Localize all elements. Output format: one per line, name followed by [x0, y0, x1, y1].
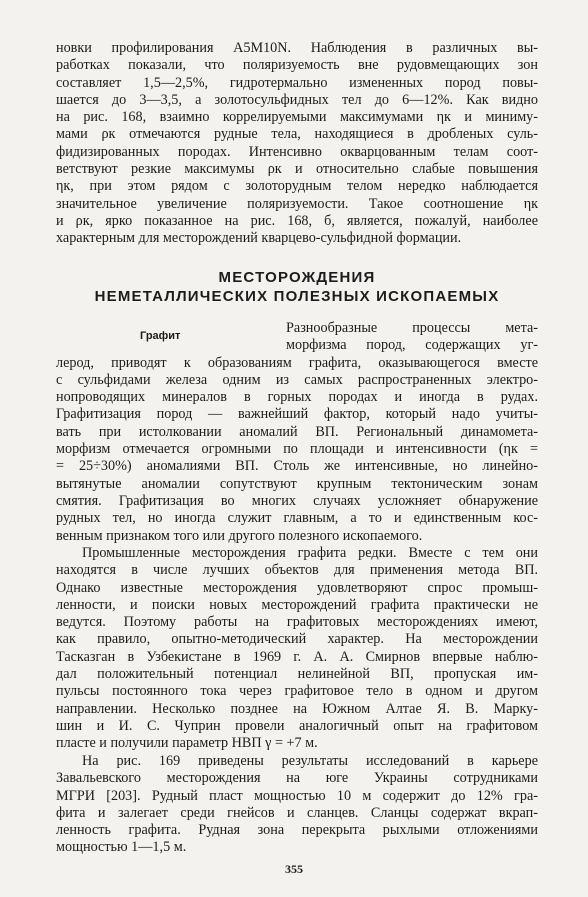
- text-line: На рис. 169 приведены результаты исследований в карьере: [82, 753, 538, 769]
- text-line: работках показали, что поляризуемость вне рудовмещающих зон: [56, 57, 538, 74]
- paragraph-text: [56, 545, 538, 753]
- text-line: вать при истолковании аномалий ВП. Региональный динамомета-: [56, 423, 538, 440]
- text-line: ведутся. Поэтому работы на графитовых месторождениях имеют,: [56, 614, 538, 631]
- paragraph-graphite-deposits: [56, 545, 538, 753]
- text-line: шается до 3—3,5, а золотосульфидных тел до 6—12%. Как видно: [56, 91, 538, 108]
- text-line: пульсы постоянного тока через графитовое тело в одном и другом: [56, 683, 538, 700]
- text-line: фидизированных породах. Интенсивно окварцованным телам соот-: [56, 143, 538, 160]
- text-line: составляет 1,5—2,5%, гидротермально измененных пород повы-: [56, 74, 538, 91]
- paragraph-ip-mineralization: [56, 40, 538, 248]
- text-line: Графитизация пород — важнейший фактор, который надо учиты-: [56, 406, 538, 423]
- text-line: шин и И. С. Чуприн провели аналогичный опыт на графитовом: [56, 717, 538, 734]
- text-line: Разнообразные процессы мета-: [286, 320, 538, 336]
- text-line: с сульфидами железа одним из самых распространенных электро-: [56, 371, 538, 388]
- paragraph-graphite-intro: [56, 355, 538, 545]
- text-line: лерод, приводят к образованиям графита, оказывающегося вместе: [56, 354, 538, 371]
- text-line: вытянутые аномалии сопутствуют крупным тектоническим зонам: [56, 475, 538, 492]
- text-line: морфизм отмечается огромными по площади и интенсивности (ηк =: [56, 441, 538, 458]
- text-line: характерным для месторождений кварцево-сульфидной формации.: [56, 230, 462, 247]
- paragraph-text: [56, 355, 538, 545]
- text-line: Промышленные месторождения графита редки. Вместе с тем они: [82, 545, 538, 561]
- text-line: венным признаком того или другого полезного ископаемого.: [56, 527, 423, 544]
- text-line: смятия. Графитизация во многих случаях усложняет обнаружение: [56, 492, 538, 509]
- section-heading-line: НЕМЕТАЛЛИЧЕСКИХ ПОЛЕЗНЫХ ИСКОПАЕМЫХ: [94, 288, 500, 305]
- page-number: 355: [285, 862, 303, 876]
- text-line: мощностью 1—1,5 м.: [56, 839, 187, 856]
- text-line: ленности, и поиски новых месторождений графита практически не: [56, 596, 538, 613]
- text-line: МГРИ [203]. Рудный пласт мощностью 10 м содержит до 12% гра-: [56, 787, 538, 804]
- text-line: Однако известные месторождения удовлетворяют спрос промыш-: [56, 579, 538, 596]
- text-line: и ρк, ярко показанное на рис. 168, б, является, пожалуй, наиболее: [56, 212, 538, 229]
- paragraph-text: [286, 320, 538, 355]
- paragraph-graphite-intro-wrapped: [286, 320, 538, 355]
- text-line: значительное увеличение поляризуемости. Такое соотношение ηк: [56, 195, 538, 212]
- text-line: как правило, опытно-методический характер. На месторождении: [56, 631, 538, 648]
- text-line: мами ρк отмечаются рудные тела, находящиеся в дробленых суль-: [56, 126, 538, 143]
- paragraph-text: [56, 753, 538, 857]
- text-line: направлении. Несколько позднее на Южном Алтае Я. В. Марку-: [56, 700, 538, 717]
- text-line: морфизма пород, содержащих уг-: [286, 337, 538, 354]
- text-line: дал положительный потенциал нелинейной ВП, пропуская им-: [56, 666, 538, 683]
- text-line: нопроводящих минералов в горных породах и иногда в рудах.: [56, 389, 538, 406]
- text-line: Завальевского месторождения на юге Украины сотрудниками: [56, 770, 538, 787]
- text-line: на рис. 168, взаимно коррелируемыми максимумами ηк и миниму-: [56, 109, 538, 126]
- paragraph-zavalyevsky: [56, 753, 538, 857]
- section-heading: [56, 268, 538, 306]
- section-heading-line: МЕСТОРОЖДЕНИЯ: [218, 269, 376, 286]
- paragraph-text: [56, 40, 538, 248]
- text-line: рудных тел, но иногда служит главным, а то и единственным кос-: [56, 510, 538, 527]
- text-line: фита и залегает среди гнейсов и сланцев. Сланцы содержат вкрап-: [56, 804, 538, 821]
- text-line: = 25÷30%) аномалиями ВП. Столь же интенсивные, но линейно-: [56, 458, 538, 475]
- text-line: пласте и получили параметр НВП γ = +7 м.: [56, 735, 318, 752]
- text-line: новки профилирования А5М10N. Наблюдения в различных вы-: [56, 40, 538, 56]
- text-line: ленность графита. Рудная зона перекрыта рыхлыми отложениями: [56, 822, 538, 839]
- text-line: Тасказган в Узбекистане в 1969 г. А. А. Смирнов впервые наблю-: [56, 648, 538, 665]
- text-line: ветствуют резкие максимумы ρк и относительно слабые повышения: [56, 161, 538, 178]
- subheading-graphite: Графит: [140, 330, 181, 342]
- text-line: ηк, при этом рядом с золоторудным телом нередко наблюдается: [56, 178, 538, 195]
- text-line: находятся в числе лучших объектов для применения метода ВП.: [56, 562, 538, 579]
